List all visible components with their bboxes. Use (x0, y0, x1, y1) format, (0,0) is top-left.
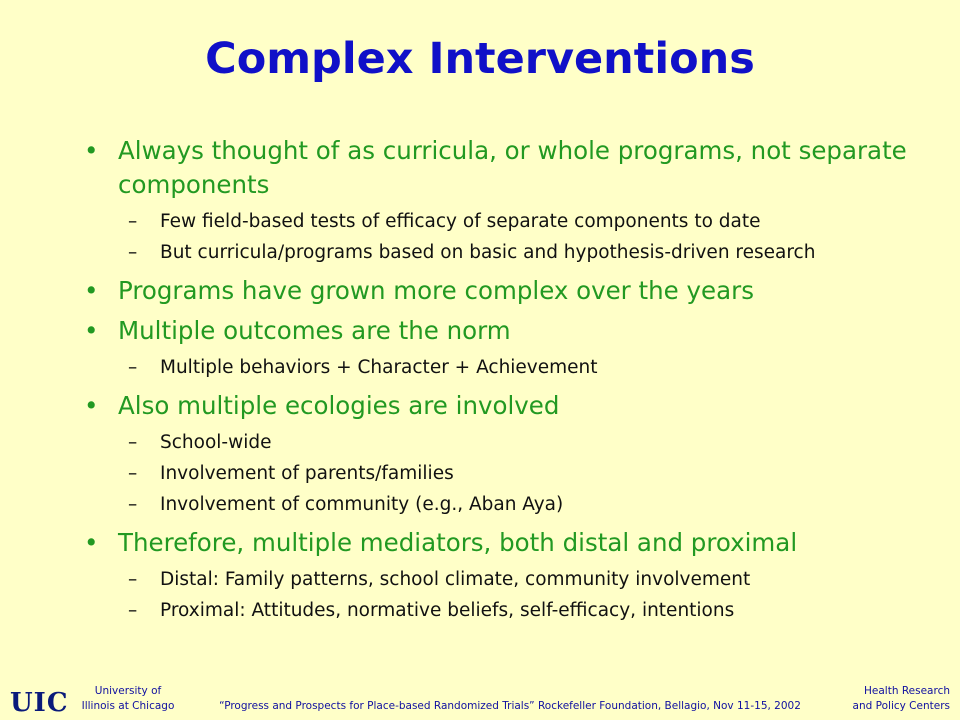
bullet-item (84, 389, 918, 423)
sub-bullet-item (128, 427, 930, 458)
bullet-item (84, 274, 918, 308)
sub-bullet-text: But curricula/programs based on basic and hypothesis-driven research (160, 242, 816, 263)
sub-bullet-item (128, 489, 930, 520)
dash-icon: – (128, 600, 138, 621)
slide-title: Complex Interventions (205, 34, 755, 84)
sub-bullet-item (128, 206, 930, 237)
sub-bullet-text: Involvement of community (e.g., Aban Aya) (160, 494, 564, 515)
sub-bullet-item (128, 458, 930, 489)
bullet-text: Also multiple ecologies are involved (118, 391, 560, 420)
center-line-2: and Policy Centers (852, 700, 950, 712)
sub-bullet-text: Multiple behaviors + Character + Achievement (160, 357, 598, 378)
bullet-text: Therefore, multiple mediators, both distal and proximal (118, 528, 798, 557)
sub-bullet-item (128, 595, 930, 626)
slide-footer (0, 680, 960, 720)
sub-bullet-item (128, 352, 930, 383)
dash-icon: – (128, 432, 138, 453)
university-name (76, 684, 180, 714)
bullet-icon: • (84, 391, 99, 420)
bullet-icon: • (84, 528, 99, 557)
university-line-2: Illinois at Chicago (81, 700, 175, 712)
sub-bullet-item (128, 237, 930, 268)
sub-bullet-text: School-wide (160, 432, 272, 453)
bullet-item (84, 314, 918, 348)
bullet-item (84, 134, 918, 202)
bullet-icon: • (84, 276, 99, 305)
dash-icon: – (128, 569, 138, 590)
bullet-text: Multiple outcomes are the norm (118, 316, 511, 345)
sub-bullet-text: Involvement of parents/families (160, 463, 454, 484)
bullet-list (0, 128, 960, 626)
dash-icon: – (128, 463, 138, 484)
bullet-text: Always thought of as curricula, or whole programs, not separate components (118, 136, 907, 199)
center-line-1: Health Research (864, 685, 950, 697)
bullet-icon: • (84, 136, 99, 165)
sub-bullet-text: Distal: Family patterns, school climate, community involvement (160, 569, 751, 590)
uic-logo: UIC (10, 688, 69, 718)
university-line-1: University of (94, 685, 162, 697)
dash-icon: – (128, 242, 138, 263)
sub-bullet-item (128, 564, 930, 595)
dash-icon: – (128, 494, 138, 515)
bullet-icon: • (84, 316, 99, 345)
dash-icon: – (128, 357, 138, 378)
conference-citation: “Progress and Prospects for Place-based Randomized Trials” Rockefeller Foundation, Bellagio, Nov 11-15, 2002 (219, 700, 801, 712)
dash-icon: – (128, 211, 138, 232)
sub-bullet-text: Few field-based tests of efficacy of separate components to date (160, 211, 761, 232)
bullet-item (84, 526, 918, 560)
center-name (808, 684, 950, 714)
bullet-text: Programs have grown more complex over the years (118, 276, 754, 305)
sub-bullet-text: Proximal: Attitudes, normative beliefs, self-efficacy, intentions (160, 600, 735, 621)
